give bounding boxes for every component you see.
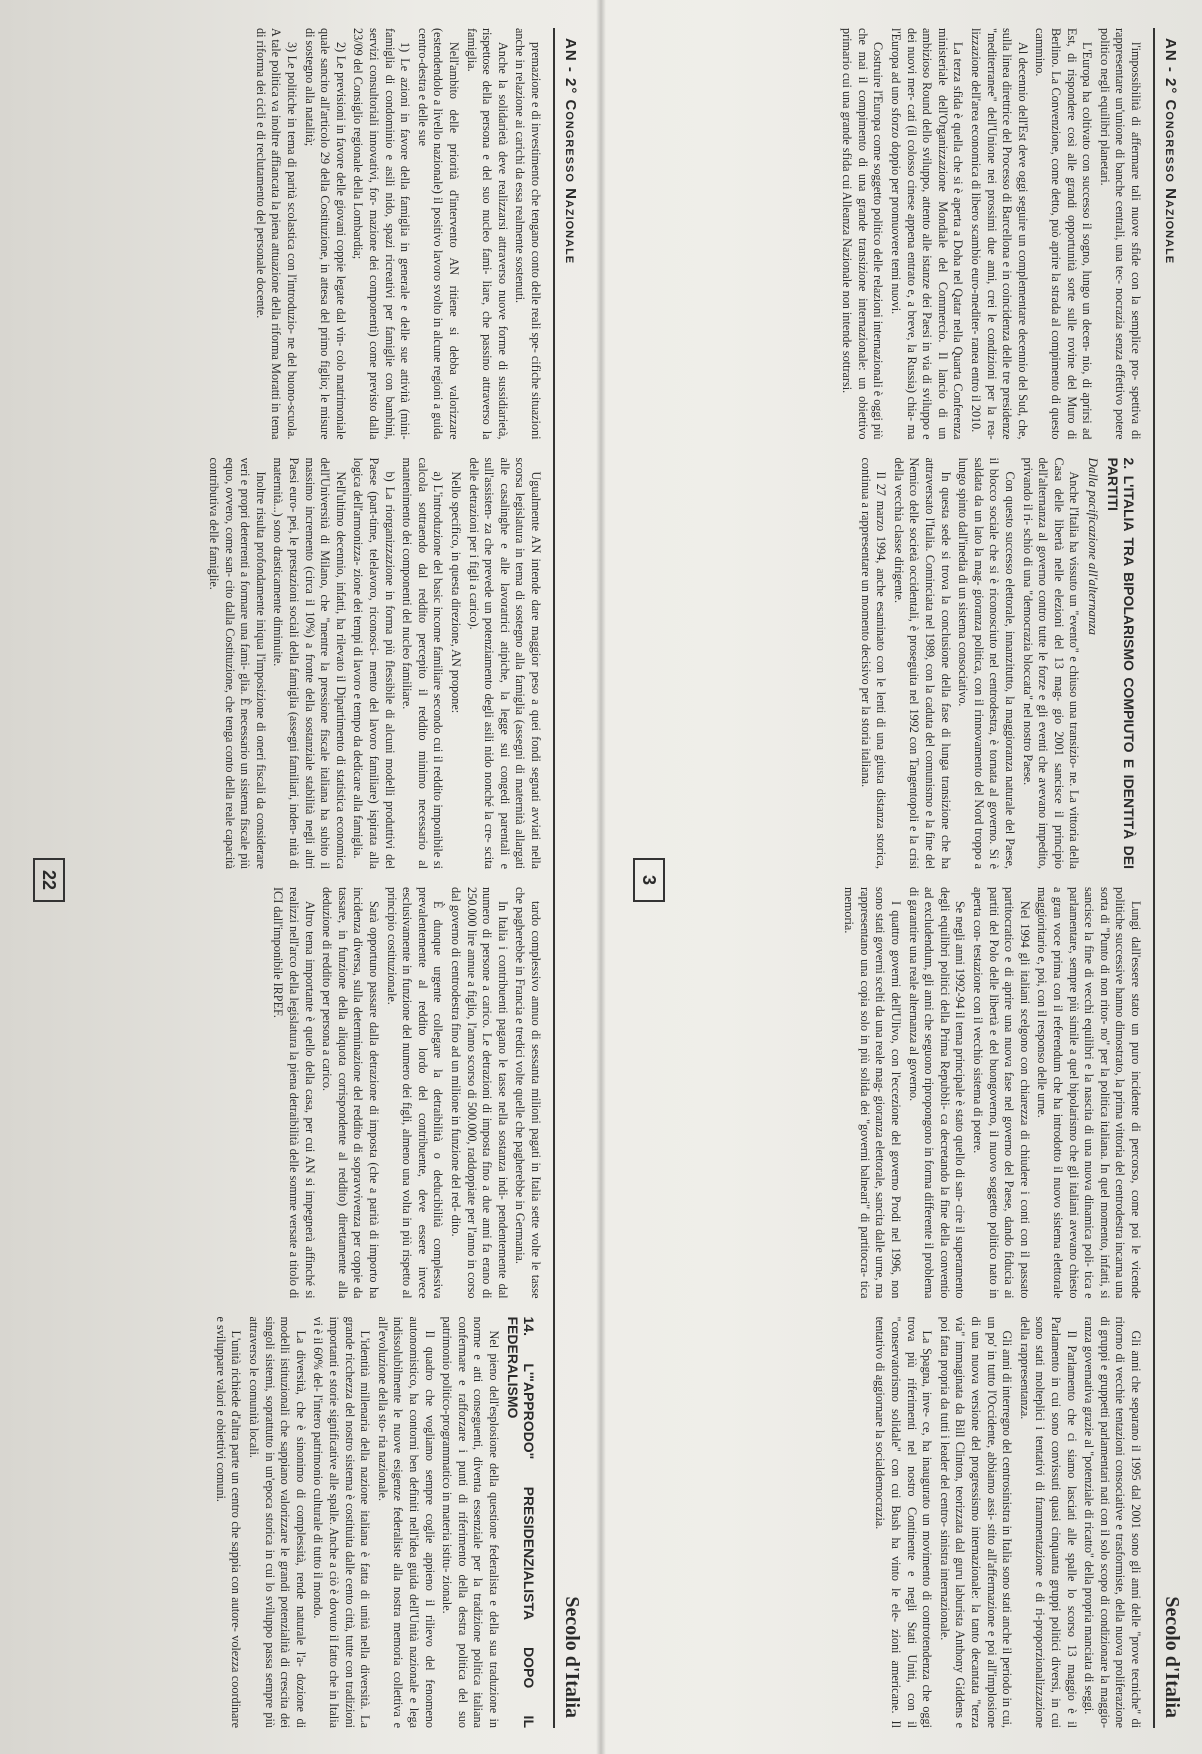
paragraph: l'impossibilità di affermare tali nuove sfide con la semplice pro- spettiva di rappresentare un'unione di banche centrali, una tec- nocrazia senza effettivo potere politico negli equilibri planetari.	[1097, 28, 1143, 440]
paragraph: 1) Le azioni in favore della famiglia in generale e delle sue attività (mini-famiglia di condominio e asili nido, spazi ricreativi per famiglie con bambini, servizi consultoriali innovativi, for- mazione dei componenti) come previsto dalla 23/09 del Consiglio regionale della Lombardia;	[351, 28, 413, 440]
paragraph: Il Parlamento che ci siamo lasciati alle spalle lo scorso 13 maggio è il Parlamento in cui sono convissuti quasi cinquanta gruppi politici diversi, in cui sono stati molteplici i tentativi di frammentazione e di ri-proporzionalizzazione della rappresentanza.	[1017, 1316, 1079, 1728]
column-3	[73, 887, 543, 1299]
running-header	[553, 28, 585, 1728]
running-head-title: AN - 2° Congresso Nazionale	[562, 38, 579, 265]
paragraph: L'identità millenaria della nazione italiana è fatta di unità nella diversità. La grande ricchezza del nostro sistema è costituita dalle cento città, tutte con tradizioni importanti e storie significative alle spalle. Anche a ciò è dovuto il fatto che in Italia vi è il 60% del- l'intero patrimonio culturale di tutto il mondo.	[311, 1316, 373, 1728]
section-heading: 2. L'ITALIA TRA BIPOLARISMO COMPIUTO E IDENTITÀ DEI PARTITI	[1105, 457, 1137, 869]
running-header	[1153, 28, 1185, 1728]
paragraph: 3) Le politiche in tema di parità scolastica con l'introduzio- ne del buono-scuola. A tale politica va inoltre affiancata la piena attuazione della riforma Moratti in tema di riforma dei cicli e di reclutamento del personale docente.	[253, 28, 300, 440]
paragraph: È dunque urgente collegare la detraibilità o deducibilità complessiva prevalentemente al reddito lordo del contribuente, deve essere invece esclusivamente in funzione del numero dei figli, almeno una volta in più rispetto al principio costituzionale.	[384, 887, 446, 1299]
paragraph: a) L'introduzione del basic income familiare secondo cui il reddito imponibile si calcola sottraendo dal reddito percepito il reddito minimo necessario al mantenimento dei componenti del nucleo familiare.	[400, 457, 446, 869]
column-1	[73, 28, 543, 440]
section-heading: 14. L'"APPRODO" PRESIDENZIALISTA DOPO IL FEDERALISMO	[505, 1316, 537, 1728]
paragraph: Nello specifico, in questa direzione, AN propone:	[449, 471, 464, 714]
brand-logo: Secolo d'Italia	[1161, 1596, 1183, 1718]
page-fold	[596, 0, 606, 1754]
paragraph: La Spagna, inve- ce, ha inaugurato un movimento di controtendenza che oggi trova più riferimenti nel nostro Continente e negli Stati Uniti, con il "conservatorismo solidale" con cui Bush ha vinto le ele- zioni americane. Il tentativo di aggiornare la socialdemocrazia.	[873, 1316, 935, 1728]
paragraph: La terza sfida è quella che si è aperta a Doha nel Qatar nella Quarta Conferenza ministeriale dell'Organizzazione Mondiale del Commercio. Il lancio di un ambizioso Round dello sviluppo, attento alle istanze dei Paesi in via di sviluppo e dei nuovi mer- cati (il colosso cinese appena entrato e, a breve, la Russia) chia- ma l'Europa ad uno sforzo doppio per promuovere temi nuovi.	[889, 28, 966, 440]
paragraph: Con questo successo elettorale, innanzitutto, la maggioranza naturale del Paese, il blocco sociale che si è riconosciuto nel centrodestra, è tornata al governo. Si è saldata da un lato la mag- gioranza politica, con il rinnovamento del Nord troppo a lungo spinto dall'inedia di un sistema consociativo.	[956, 457, 1018, 869]
paragraph: Se negli anni 1992-94 il tema principale è stato quello di san- cire il superamento degli equilibri politici della Prima Repubbli- ca decretando la fine della conventio ad excludendum, gli anni che seguono ripropongono in forma differente il problema di garantire una reale alternanza al governo.	[906, 887, 968, 1299]
column-2	[73, 458, 543, 870]
column-3	[673, 887, 1143, 1299]
paragraph: Lungi dall'essere stato un puro incidente di percorso, come poi le vicende politiche successive hanno dimostrato, la prima vittoria del centrodestra incarna una sorta di "Punto di non ritor- no" per la politica italiana. In quel momento, infatti, si sancisce la fine di vecchi equilibri e la nascita di una nuova dinamica poli- tica e parlamentare, sempre più simile a quel bipolarismo che gli italiani avevano chiesto a gran voce prima con il referendum che ha introdotto il nuovo sistema elettorale maggioritario e, poi, con il responso delle urne.	[1035, 887, 1143, 1299]
paragraph: tardo complessivo annuo di sessanta milioni pagati in Italia sette volte le tasse che pagherebbe in Francia e tredici volte quelle che pagherebbe in Germania.	[513, 887, 543, 1299]
paragraph: Nell'ambito delle priorità d'intervento AN ritiene si debba valorizzare (estendendolo a livello nazionale) il positivo lavoro svolto in alcune regioni a guida centro-destra e delle sue	[415, 28, 462, 440]
paragraph: In Italia i contribuenti pagano le tasse nella sostanza indi- pendentemente dal numero di persone a carico. Le detrazioni di imposta fino a due anni fa erano di 250.000 lire annue a figlio, l'anno scorso di 500.000, raddoppiate per l'anno in corso dal governo di centrodestra fino ad un milione in funzione del red- dito.	[449, 887, 510, 1299]
paragraph: Nel pieno dell'esplosione della questione federalista e della sua traduzione in norme e atti conseguenti, diventa essenziale per la tradizione politica italiana confermare e rafforzare i punti di riferimento della destra politica del suo patrimonio politico-programmatico in materia istitu- zionale.	[440, 1316, 501, 1728]
paragraph: b) La riorganizzazione in forma più flessibile di alcuni modelli produttivi del Paese (part-time, telelavoro, riconosci- mento del lavoro familiare) ispirata alla logica dell'armonizza- zione dei tempi di lavoro e tempo da dedicare alla famiglia.	[351, 457, 397, 869]
paragraph: Gli anni che separano il 1995 dal 2001 sono gli anni delle "prove tecniche" di ritorno di vecchie tentazioni consociative e trasformiste, della nuova proliferazione di gruppi e gruppetti parlamentari nati con il solo scopo di condizionare la maggio- ranza governativa grazie al "potenziale di ricatto" della propria manciata di seggi.	[1082, 1316, 1143, 1728]
right-page	[625, 28, 1185, 1728]
subsection-heading: Dalla pacificazione all'alternanza	[1086, 457, 1101, 636]
text-columns	[73, 28, 543, 1728]
page-number: 3	[633, 858, 665, 902]
paragraph: Gli anni di interregno del centrosinistra in Italia sono stati anche il periodo in cui, un po' in tutto l'Occidente, abbiamo assi- stito all'affermazione e poi all'implosione di una nuova versione del progressismo internazionale: la tanto decantata "terza via" immaginata da Bill Clinton, teorizzata dal guru laburista Anthony Giddens e poi fatta propria da tutti i leader del centro- sinistra internazionale.	[937, 1316, 1015, 1728]
paragraph: Nell'ultimo decennio, infatti, ha rilevato il Dipartimento di statistica economica dell'Università di Milano, che "mentre la pressione fiscale italiana ha subito il massimo incremento (circa il 10%) a fronte della sostanziale stabilità negli altri Paesi euro- pei, le prestazioni sociali della famiglia (assegni familiari, inden- nità di maternità...) sono drasticamente diminuite.	[271, 457, 348, 869]
paragraph: Altro tema importante è quello della casa, per cui AN si impegnerà affinché si realizzi nell'arco della legislatura la piena detraibilità delle somme versate a titolo di ICI dall'imponibile IRPEF.	[271, 887, 317, 1299]
paragraph: L'Europa ha coltivato con successo il sogno, lungo un decen- nio, di aprirsi ad Est, di rispondere così alle grandi opportunità sorte sulle rovine del Muro di Berlino. La Convenzione, come detto, può aprire la strada al compimento di questo cammino.	[1033, 28, 1095, 440]
paragraph: I quattro governi dell'Ulivo, con l'eccezione del governo Prodi nel 1996, non sono stati governi scelti da una reale mag- gioranza elettorale, sancita dalle urne, ma rappresentano una copia solo in più solida dei "governi balneari" di partitocra- tica memoria.	[842, 887, 904, 1299]
paragraph: Al decennio dell'Est deve oggi seguire un complementare decennio del Sud, che, sulla linea direttrice del Processo di Barcellona e in coincidenza delle tre presidenze "mediterranee" dell'Unione nei prossimi due anni, crei le condizioni per la rea- lizzazione dell'area economica di libero scambio euro-mediter- ranea entro il 2010.	[969, 28, 1030, 440]
paragraph: Inoltre risulta profondamente iniqua l'imposizione di oneri fiscali da considerare veri e propri deterrenti a formare una fami- glia. È necessario un sistema fiscale più equo, ovvero, come san- cito dalla Costituzione, che tenga conto della reale capacità contributiva delle famiglie.	[207, 457, 268, 869]
paragraph: In questa sede si trova la conclusione della fase di lunga transizione che ha attraversato l'Italia. Cominciata nel 1989, con la caduta del comunismo e la fine del Nemico delle società occidentali, è proseguita nel 1992 con Tangentopoli e la crisi della vecchia classe dirigente.	[891, 457, 953, 869]
column-4	[73, 1317, 543, 1729]
brand-logo: Secolo d'Italia	[561, 1596, 583, 1718]
paragraph: Il quadro che vogliamo sempre coglie appieno il rilievo del fenomeno autonomistico, ha contorni ben definiti nell'idea guida dell'Unità nazionale e lega indissolubilmente le nuove esigenze federaliste alla nostra memoria collettiva e all'evoluzione della sto- ria nazionale.	[375, 1316, 437, 1728]
page-number: 22	[33, 858, 65, 902]
column-4	[673, 1317, 1143, 1729]
paragraph: L'unità richiede d'altra parte un centro che sappia con autore- volezza coordinare e sviluppare valori e obiettivi comuni.	[213, 1316, 244, 1728]
paragraph: La diversità, che è sinonimo di complessità, rende naturale l'a- dozione di modelli istituzionali che sappiano valorizzare le grandi potenzialità di crescita dei singoli sistemi, soprattutto in un'epoca storica in cui lo sviluppo passa sempre più attraverso le comunità locali.	[247, 1316, 308, 1728]
left-page	[25, 28, 585, 1728]
paragraph: Costruire l'Europa come soggetto politico delle relazioni internazionali è oggi più che mai il compimento di una grande transizione internazionale: un obiettivo primario cui una grande sfida cui Alleanza Nazionale non intende sottrarsi.	[840, 28, 886, 440]
paragraph: Anche la solidarietà deve realizzarsi attraverso nuove forme di sussidiarietà, rispettose della persona e del suo nucleo fami- liare, che passino attraverso la famiglia.	[464, 28, 510, 440]
paragraph: Anche l'Italia ha vissuto un "evento" e chiuso una transizio- ne. La vittoria della Casa delle libertà nelle elezioni del 13 mag- gio 2001 sancisce il principio dell'alternanza al governo contro tutte le forze e gli eventi che avevano impedito, privando il ri- schio di una "democrazia bloccata" nel nostro Paese.	[1020, 457, 1082, 869]
paragraph: Il 27 marzo 1994, anche esaminato con le lenti di una giusta distanza storica, continua a rappresentare un momento decisivo per la storia italiana.	[858, 457, 889, 869]
column-2	[673, 458, 1143, 870]
running-head-title: AN - 2° Congresso Nazionale	[1162, 38, 1179, 265]
text-columns	[673, 28, 1143, 1728]
column-1	[673, 28, 1143, 440]
paragraph: Nel 1994 gli italiani scelgono con chiarezza di chiudere i conti con il passato partitocratico e di aprire una nuova fase nel governo del Paese, dando fiducia ai partiti del Polo delle libertà e del buongoverno, il nuovo soggetto politico nato in aperta con- testazione con il vecchio sistema di potere.	[971, 887, 1032, 1299]
paragraph: Ugualmente AN intende dare maggior peso a quei fondi segnati avviati nella scorsa legislatura in tema di sostegno alla famiglia (assegni di maternità allargati alle casalinghe e alle lavoratrici atipiche, la legge sui congedi parentali e sull'assisten- za che prevede un potenziamento degli asili nido nonché la cre- scita delle detrazioni per i figli a carico).	[466, 457, 543, 869]
paragraph: Sarà opportuno passare dalla detrazione di imposta (che a parità di importo ha incidenza diversa, sulla determinazione del reddito di sopravvivenza per coppie da tassare, in funzione della aliquota corrispondente al reddito) direttamente alla deduzione di reddito per persona a carico.	[320, 887, 382, 1299]
paragraph: 2) Le previsioni in favore delle giovani coppie legate dal vin- colo matrimoniale quale sancito all'articolo 29 della Costituzione, in attesa del primo figlio; le misure di sostegno alla natalità;	[302, 28, 348, 440]
paragraph: premazione e di investimento che tengano conto delle reali spe- cifiche situazioni anche in relazione ai carichi da essa realmente sostenuti.	[513, 28, 543, 440]
